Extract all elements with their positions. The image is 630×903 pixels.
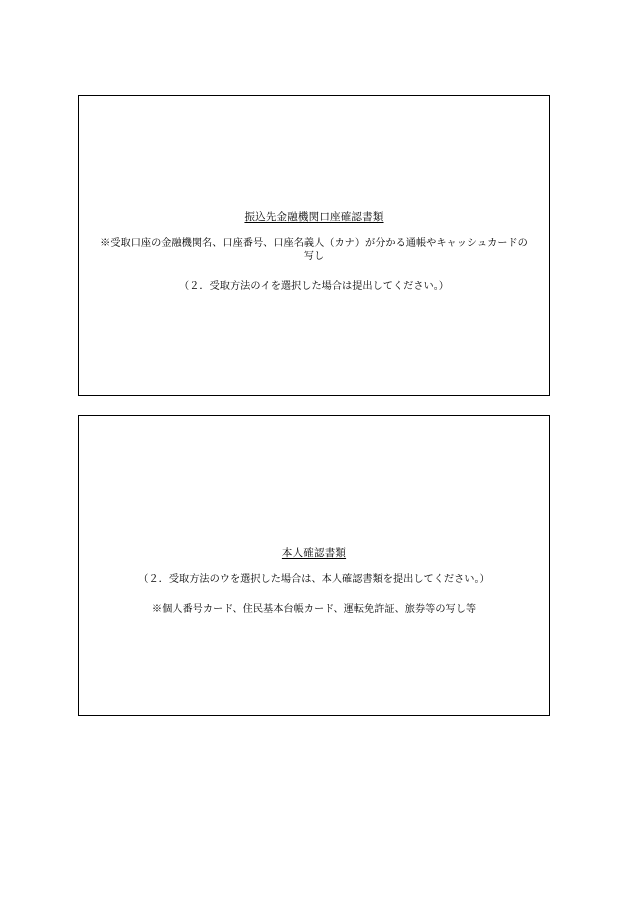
- identity-document-note: ※個人番号カード、住民基本台帳カード、運転免許証、旅券等の写し等: [151, 604, 477, 615]
- bank-account-document-title: 振込先金融機関口座確認書類: [244, 210, 384, 223]
- bank-account-note-line2: 写し: [303, 250, 325, 262]
- bank-account-note-line1: ※受取口座の金融機関名、口座番号、口座名義人（カナ）が分かる通帳やキャッシュカードの: [100, 237, 528, 249]
- identity-document-instruction: （２．受取方法のウを選択した場合は、本人確認書類を提出してください。）: [138, 574, 490, 585]
- bank-account-document-box: [78, 95, 550, 396]
- bank-account-instruction: （２．受取方法のイを選択した場合は提出してください。）: [179, 280, 449, 292]
- identity-document-title: 本人確認書類: [281, 547, 347, 559]
- identity-document-box: [78, 415, 550, 716]
